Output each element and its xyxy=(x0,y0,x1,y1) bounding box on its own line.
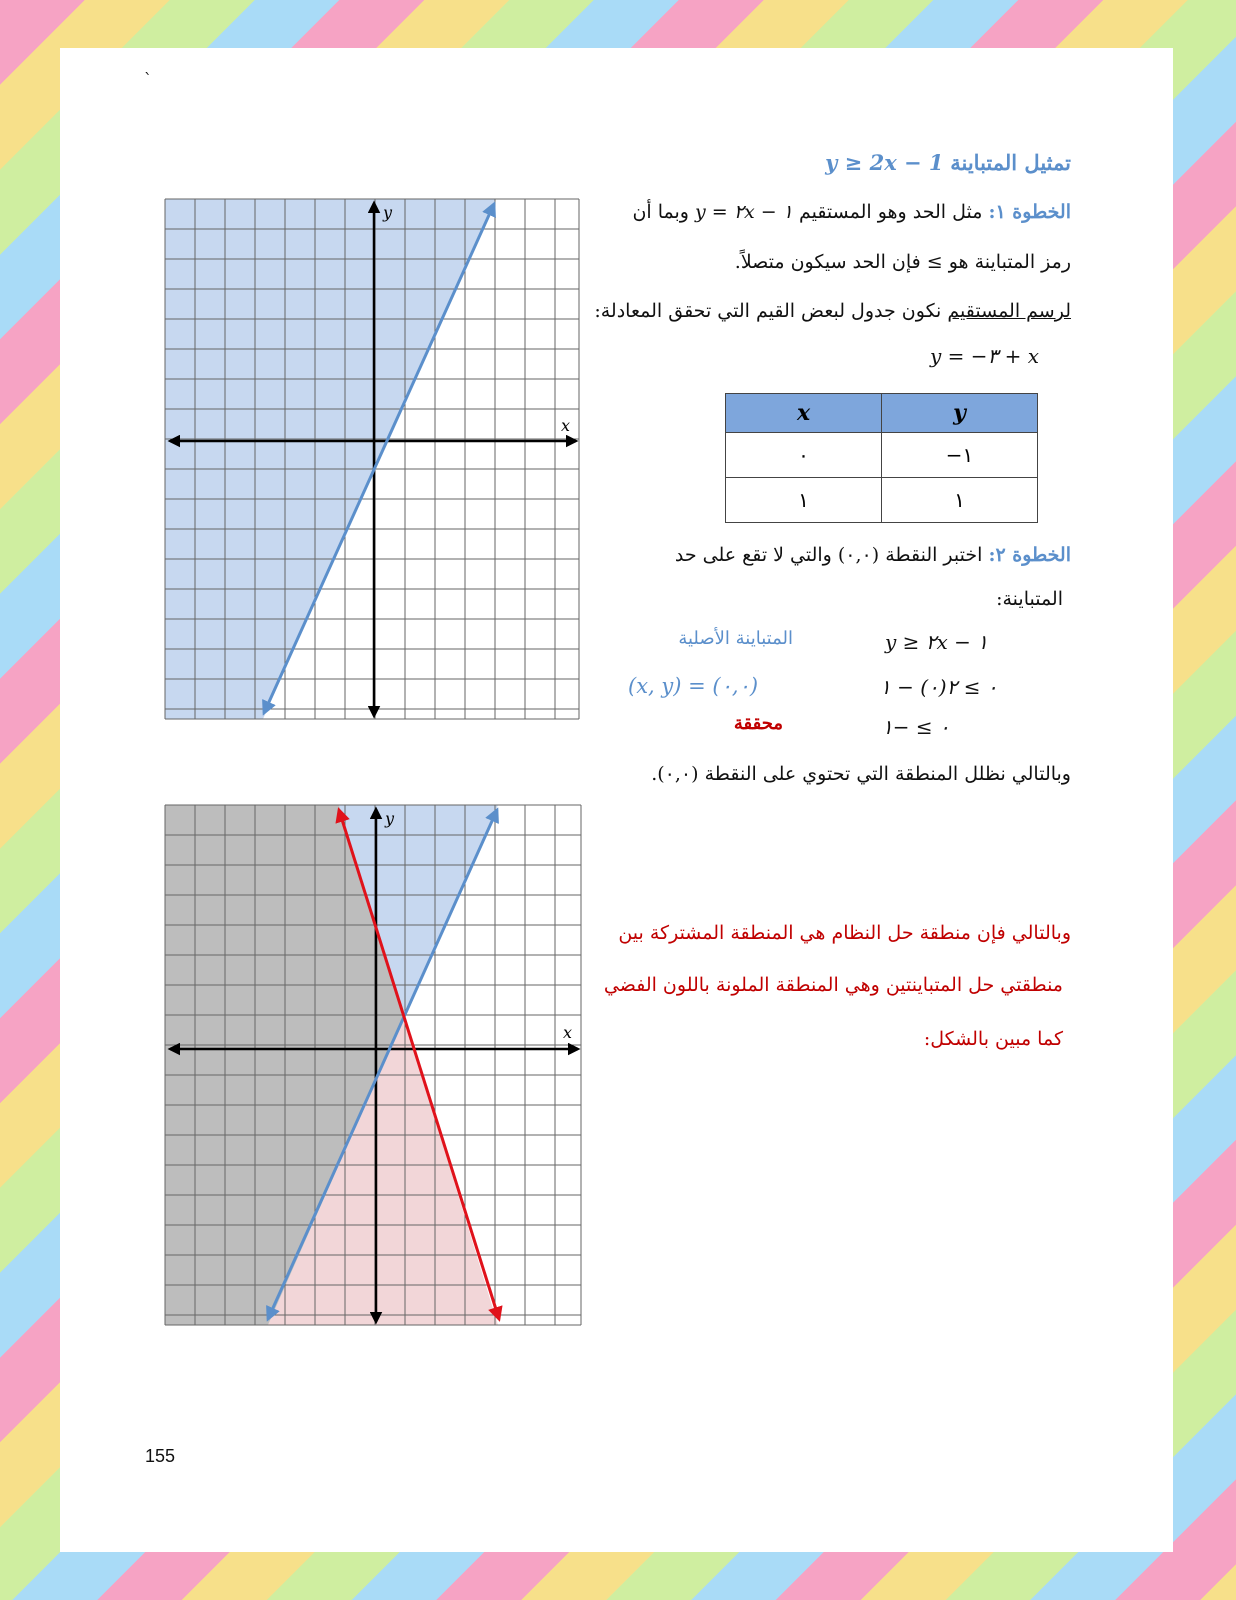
y-axis-label: y xyxy=(385,809,395,828)
step1-text-a: مثل الحد وهو المستقيم xyxy=(798,201,983,223)
step1-line1 xyxy=(571,201,1071,223)
step2-line1 xyxy=(571,544,1071,566)
section-title xyxy=(471,150,1071,175)
step2-label: الخطوة ٢: xyxy=(988,544,1071,566)
graph-2 xyxy=(164,804,584,1334)
table-cell: ٠ xyxy=(726,433,882,478)
graph-1 xyxy=(164,198,584,728)
step2-conclusion: وبالتالي نظلل المنطقة التي تحتوي على النقطة (٠,٠). xyxy=(651,763,1071,785)
x-axis-label: x xyxy=(561,416,571,435)
test-row-math-3: ٠ ≥ −١ xyxy=(882,715,950,739)
test-row-math-2: ٠ ≥ ٢(٠) − ١ xyxy=(880,675,998,699)
test-row-note-2: (x, y) = (٠,٠) xyxy=(628,674,759,698)
table-header-x: x xyxy=(726,394,882,433)
table-header-row xyxy=(726,394,1038,433)
step1-line3-rest: نكون جدول لبعض القيم التي تحقق المعادلة: xyxy=(594,300,948,322)
stray-mark: ` xyxy=(144,70,152,89)
step1-text-b: وبما أن xyxy=(632,201,689,223)
table-cell: −١ xyxy=(882,433,1038,478)
page xyxy=(60,48,1173,1552)
step2-line2: المتباينة: xyxy=(996,588,1063,610)
result-line3: كما مبين بالشكل: xyxy=(923,1028,1063,1050)
step2-text: اختبر النقطة (٠,٠) والتي لا تقع على حد xyxy=(674,544,983,566)
step1-formula: y = ٢x − ١ xyxy=(695,201,793,223)
page-number: 155 xyxy=(145,1446,176,1466)
test-row-note-3: محققة xyxy=(733,713,783,734)
step1-line3 xyxy=(551,300,1071,322)
table-cell: ١ xyxy=(882,478,1038,523)
test-row-math-1: y ≥ ٢x − ١ xyxy=(885,630,989,654)
table-row xyxy=(726,433,1038,478)
title-label: تمثيل المتباينة xyxy=(950,150,1071,175)
x-axis-label: x xyxy=(563,1023,573,1042)
table-cell: ١ xyxy=(726,478,882,523)
table-header-y: y xyxy=(882,394,1038,433)
title-formula: y ≥ 2x − 1 xyxy=(825,150,944,175)
table-row xyxy=(726,478,1038,523)
y-axis-label: y xyxy=(383,203,393,222)
result-line1: وبالتالي فإن منطقة حل النظام هي المنطقة المشتركة بين xyxy=(618,922,1071,944)
step1-line3-underlined: لرسم المستقيم xyxy=(947,300,1071,322)
values-table xyxy=(725,393,1038,523)
step1-line2: رمز المتباينة هو ≥ فإن الحد سيكون متصلاً. xyxy=(734,251,1071,273)
step1-equation: y = −٣ + x xyxy=(930,344,1040,368)
step1-label: الخطوة ١: xyxy=(988,201,1071,223)
test-row-note-1: المتباينة الأصلية xyxy=(678,628,793,649)
result-line2: منطقتي حل المتباينتين وهي المنطقة الملونة باللون الفضي xyxy=(603,974,1063,996)
